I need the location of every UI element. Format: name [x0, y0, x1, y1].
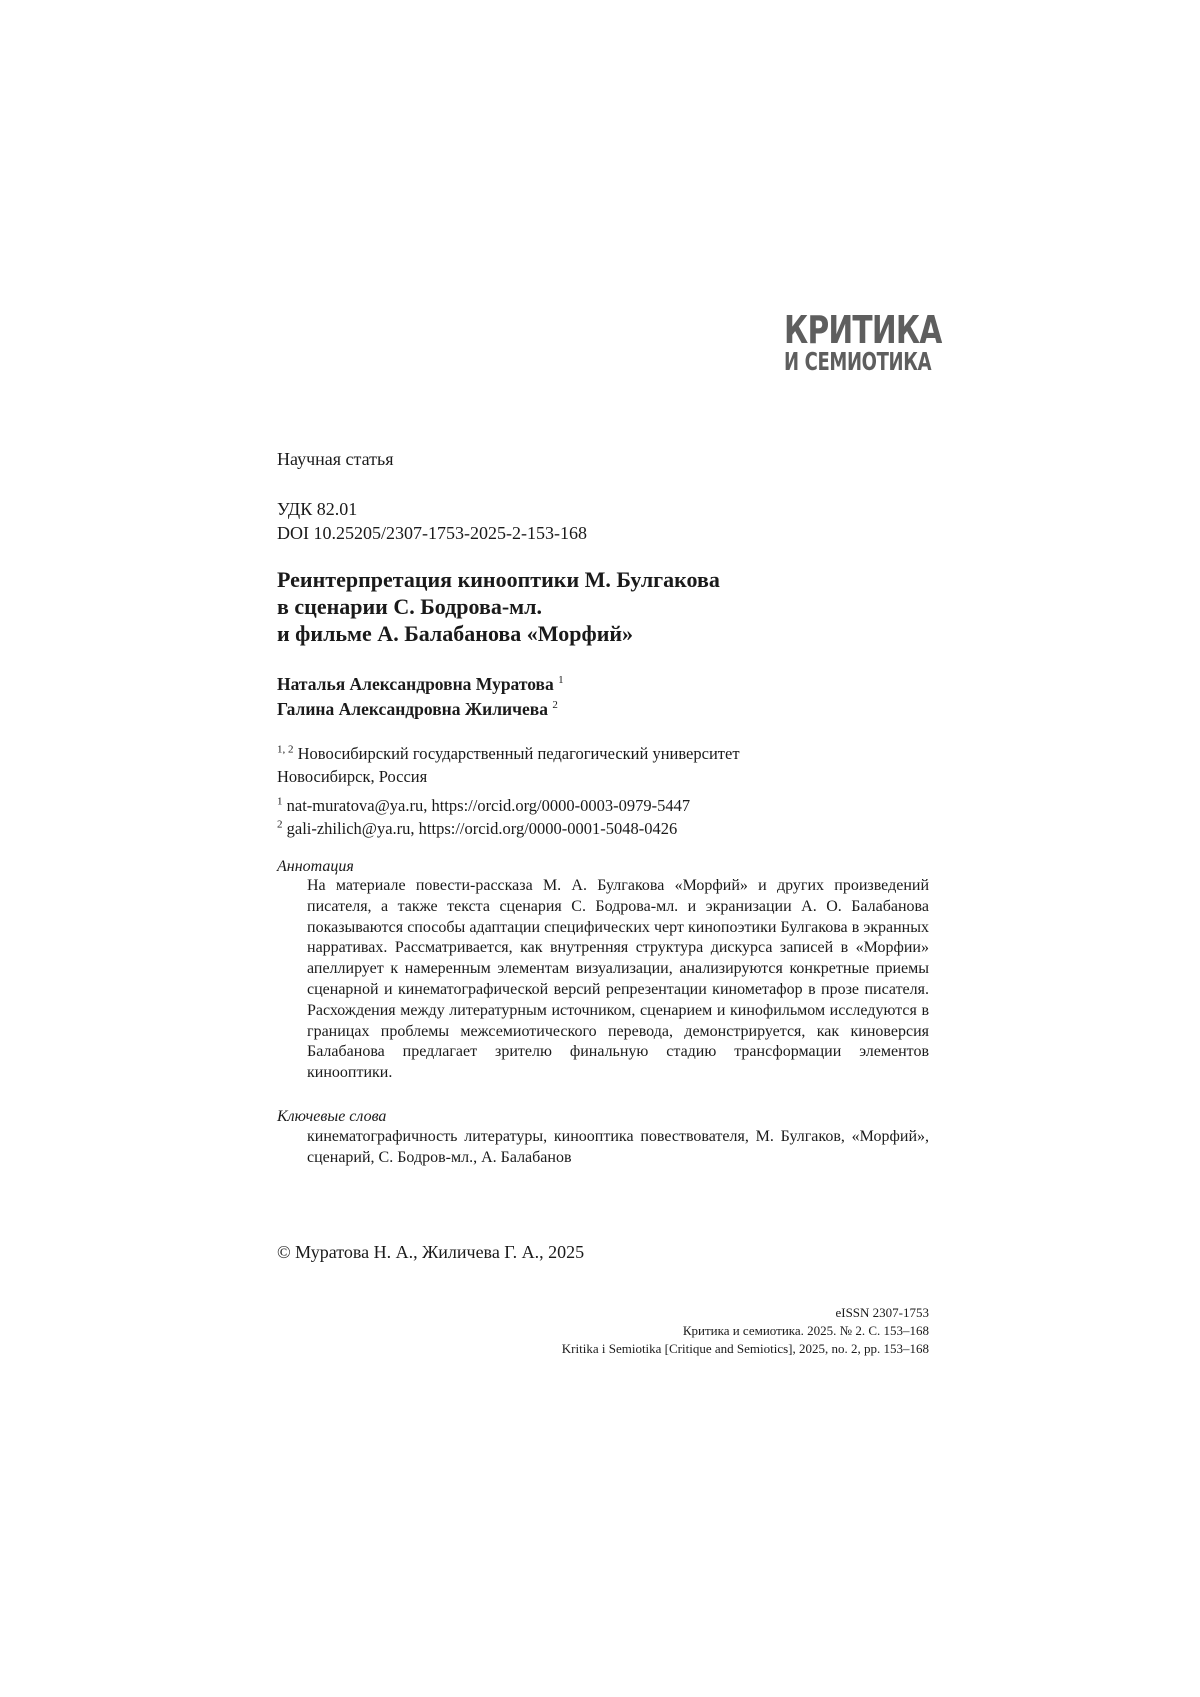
contact-1-text: nat-muratova@ya.ru, https://orcid.org/0000-0003-0979-5447 — [287, 796, 691, 815]
article-title-line-3: и фильме А. Балабанова «Морфий» — [277, 620, 633, 647]
footer-eissn: eISSN 2307-1753 — [835, 1305, 929, 1321]
doi: DOI 10.25205/2307-1753-2025-2-153-168 — [277, 521, 587, 545]
contact-2-text: gali-zhilich@ya.ru, https://orcid.org/0000-0001-5048-0426 — [287, 819, 678, 838]
author-2-sup: 2 — [552, 699, 558, 711]
university-name: Новосибирский государственный педагогический университет — [298, 744, 740, 763]
contact-1 — [277, 795, 690, 817]
article-type: Научная статья — [277, 447, 393, 471]
affiliation-university — [277, 743, 740, 765]
author-2-name: Галина Александровна Жиличева — [277, 699, 548, 719]
contact-2-sup: 2 — [277, 819, 283, 831]
author-1-sup: 1 — [558, 674, 564, 686]
affiliation-city: Новосибирск, Россия — [277, 766, 427, 788]
author-2 — [277, 697, 558, 721]
article-title-line-1: Реинтерпретация кинооптики М. Булгакова — [277, 566, 720, 593]
abstract-label: Аннотация — [277, 856, 354, 877]
affiliation-sup: 1, 2 — [277, 744, 294, 756]
logo-line-2: И СЕМИОТИКА — [784, 349, 892, 375]
footer-citation-en: Kritika i Semiotika [Critique and Semiotics], 2025, no. 2, pp. 153–168 — [562, 1341, 929, 1357]
copyright: © Муратова Н. А., Жиличева Г. А., 2025 — [277, 1240, 584, 1264]
abstract-text: На материале повести-рассказа М. А. Булгакова «Морфий» и других произ­ведений писателя, а также текста сценария С. Бодрова-мл. и экранизации А. О. Балабанова показываются способы адаптации специфических черт кино­поэтики Булгакова в экранных нарративах. Рассматривается, как внутренняя структура дискурса записей в «Морфии» апеллирует к намеренным элементам визуализации, анализируются конкретные приемы сценарной и кинематогра­фической версий репрезентации кинометафор в прозе писателя. Расхождения между литературным источником, сценарием и кинофильмом исследуются в границах проблемы межсемиотического перевода, демонстрируется, как ки­новерсия Балабанова предлагает зрителю финальную стадию трансформации элементов кинооптики. — [307, 876, 929, 1084]
contact-2 — [277, 818, 677, 840]
keywords-label: Ключевые слова — [277, 1106, 386, 1127]
author-1 — [277, 672, 564, 696]
keywords-text: кинематографичность литературы, кинооптика повествователя, М. Булгаков, «Морфий», сценарий, С. Бодров-мл., А. Балабанов — [307, 1127, 929, 1169]
article-title-line-2: в сценарии С. Бодрова-мл. — [277, 593, 542, 620]
contact-1-sup: 1 — [277, 796, 283, 808]
udk: УДК 82.01 — [277, 497, 357, 521]
author-1-name: Наталья Александровна Муратова — [277, 674, 554, 694]
journal-logo — [784, 311, 934, 375]
footer-citation-ru: Критика и семиотика. 2025. № 2. С. 153–168 — [683, 1323, 929, 1339]
logo-line-1: КРИТИКА — [784, 311, 901, 349]
